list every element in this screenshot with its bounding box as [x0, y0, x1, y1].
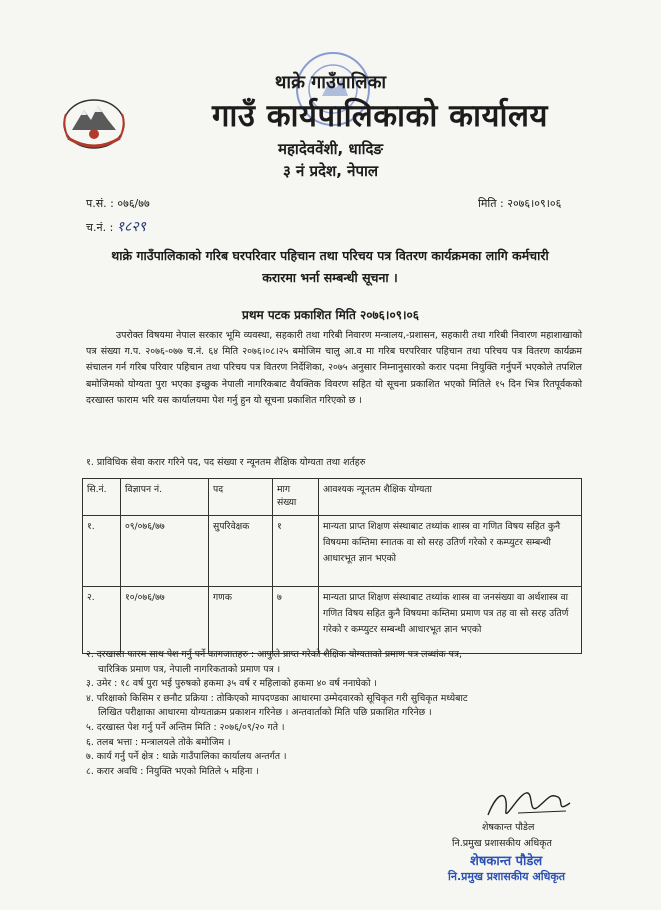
- note-3: ३. उमेर : १८ वर्ष पुरा भई पुरुषको हकमा ३५ वर्ष र महिलाको हकमा ४० वर्ष ननाघेको ।: [86, 678, 377, 690]
- note-8: ८. करार अवधि : नियुक्ति भएको मितिले ५ महिना ।: [86, 765, 259, 777]
- subject-line-2: करारमा भर्ना सम्बन्धी सूचना ।: [262, 270, 398, 285]
- table-row: [83, 587, 582, 654]
- header-adv-no: विज्ञापन नं.: [121, 479, 209, 516]
- note-4-line-2: लिखित परीक्षाका आधारमा योग्यताक्रम प्रकाशन गरिनेछ । अन्तवार्ताको मिति पछि प्रकाशित गरिनेछ ।: [98, 707, 432, 719]
- row-qualification: मान्यता प्राप्त शिक्षण संस्थाबाट तथ्यांक शास्त्र वा जनसंख्या वा अर्थशास्त्र वा गणित विषय सहित कुनै विषयमा कम्तिमा प्रमाण पत्र तह वा सो सरह उतिर्ण गरेको र कम्प्युटर सम्बन्धी आधारभूत ज्ञान भएको: [319, 587, 582, 654]
- signature-icon: [478, 785, 578, 825]
- note-2-line-1: २. दरखास्त फारम साथ पेश गर्नु पर्ने कागजातहरु : आफुले प्राप्त गरेको शैक्षिक योग्यताको प्रमाण पत्र लब्धांक पत्र,: [86, 649, 462, 660]
- address-line-1: महादेववेंशी, धादिङ: [278, 140, 383, 158]
- header-qualification: आवश्यक न्यूनतम शैक्षिक योग्यता: [319, 479, 582, 516]
- signatory-name: शेषकान्त पौडेल: [482, 822, 535, 833]
- cn-value: १८२९: [116, 219, 146, 235]
- note-2-line-2: चारित्रिक प्रमाण पत्र, नेपाली नागरिकताको प्रमाण पत्र ।: [98, 663, 281, 675]
- note-5: ५. दरखास्त पेश गर्नु पर्ने अन्तिम मिति : २०७६/०९/२० गते ।: [86, 721, 285, 733]
- notes-list: [86, 648, 591, 779]
- row-post: गणक: [209, 587, 273, 654]
- cn-label: च.नं. :: [86, 221, 114, 234]
- row-count: ७: [273, 587, 319, 654]
- header-sn: सि.नं.: [83, 479, 121, 516]
- note-7: ७. कार्य गर्नु पर्ने क्षेत्र : थाक्रे गाउँपालिका कार्यालय अन्तर्गत ।: [86, 751, 287, 763]
- header-demand: [273, 479, 319, 516]
- first-published-date: प्रथम पटक प्रकाशित मिति २०७६।०९।०६: [242, 308, 419, 322]
- body-paragraph: उपरोक्त विषयमा नेपाल सरकार भूमि व्यवस्था, सहकारी तथा गरिबी निवारण मन्त्रालय,-प्रशासन, सहकारी तथा गरिबी निवारण महाशाखाको पत्र संख्या ग.प. २०७६-०७७ च.नं. ६४ मिति २०७६।०८।२५ बमोजिम चालु आ.व मा गरिब घरपरिवार पहिचान तथा परिचय पत्र वितरण कार्यक्रम संचालन गर्न गरिब परिवार पहिचान तथा परिचय पत्र वितरण निर्देशिका, २०७५ अनुसार निम्नानुसारको करार पदमा नियुक्ति गर्नुपर्ने भएकोले तपशिल बमोजिमको योग्यता पुरा भएका इच्छुक नेपाली नागरिकबाट वैयक्तिक विवरण सहित यो सूचना प्रकाशित भएको मितिले १५ दिन भित्र रितपूर्वकको दरखास्त फाराम भरि यस कार्यालयमा पेश गर्नु हुन यो सूचना प्रकाशित गरिएको छ ।: [86, 330, 582, 406]
- row-adv-no: १०/०७६/७७: [121, 587, 209, 654]
- row-post: सुपरिवेक्षक: [209, 516, 273, 587]
- ps-number: प.सं. : ०७६/७७: [86, 197, 150, 210]
- row-adv-no: ०९/०७६/७७: [121, 516, 209, 587]
- row-sn: १.: [83, 516, 121, 587]
- table-header-row: [83, 479, 582, 516]
- row-sn: २.: [83, 587, 121, 654]
- note-6: ६. तलब भत्ता : मन्त्रालयले तोके बमोजिम ।: [86, 736, 231, 748]
- note-4-line-1: ४. परिक्षाको किसिम र छनौट प्रक्रिया : तोकिएको मापदण्डका आधारमा उम्मेदवारको सूचिकृत गरी सुचिकृत मध्येबाट: [86, 692, 468, 704]
- org-name: थाक्रे गाउँपालिका: [274, 72, 387, 93]
- notice-subject: [80, 245, 580, 289]
- cn-number: [86, 217, 146, 236]
- header-demand-line-1: माग: [277, 484, 291, 495]
- letter-date: मिति : २०७६।०९।०६: [478, 197, 562, 210]
- subject-line-1: थाक्रे गाउँपालिकाको गरिब घरपरिवार पहिचान तथा परिचय पत्र वितरण कार्यक्रमका लागि कर्मचारी: [111, 248, 549, 263]
- header-demand-line-2: संख्या: [277, 497, 297, 508]
- address-line-2: ३ नं प्रदेश, नेपाल: [282, 162, 379, 180]
- header-post: पद: [209, 479, 273, 516]
- stamp-designation: नि.प्रमुख प्रशासकीय अधिकृत: [448, 870, 566, 883]
- stamp-name: शेषकान्त पौडेल: [470, 854, 543, 869]
- signatory-designation: नि.प्रमुख प्रशासकीय अधिकृत: [452, 838, 552, 849]
- table-row: [83, 516, 582, 587]
- section-1-heading: १. प्राविधिक सेवा करार गरिने पद, पद संख्या र न्यूनतम शैक्षिक योग्यता तथा शर्तहरु: [86, 457, 366, 468]
- row-qualification: मान्यता प्राप्त शिक्षण संस्थाबाट तथ्यांक शास्त्र वा गणित विषय सहित कुनै विषयमा कम्तिमा स्नातक वा सो सरह उतिर्ण गरेको र कम्प्युटर सम्बन्धी आधारभूत ज्ञान भएको: [319, 516, 582, 587]
- office-title: गाउँ कार्यपालिकाको कार्यालय: [211, 98, 549, 134]
- row-count: १: [273, 516, 319, 587]
- posts-table: [82, 478, 582, 654]
- office-address: [0, 138, 661, 182]
